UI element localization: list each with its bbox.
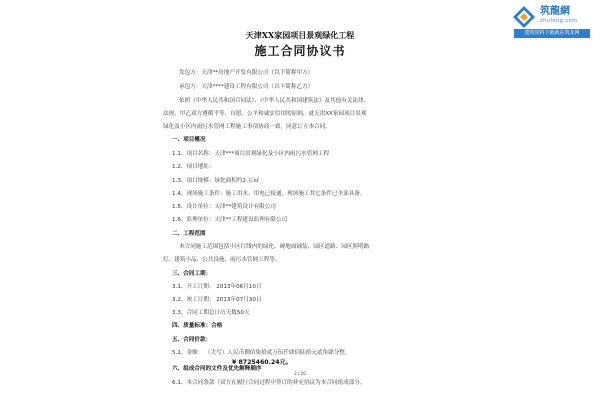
- section-heading-scope: 二、工程范围: [172, 231, 206, 237]
- logo-domain: zhulong.com: [540, 18, 578, 24]
- line-site-conditions: 1.4、现场施工条件：施工用水、用电已接通，现场施工其它条件已全部具备。: [172, 191, 366, 197]
- line-scope-1: 本合同施工范围包括小区红线内的绿化、硬地面铺装、园区道路、园区照明路: [179, 244, 370, 250]
- line-amount-figure: ¥ 8725460.24元。: [232, 359, 292, 366]
- line-preamble-3: 绿化及小区内雨污水管网工程施工事项协商一致，同意订立本合同。: [163, 124, 331, 130]
- section-heading-documents: 六、组成合同的文件及优先解释顺序: [172, 366, 262, 372]
- line-supervision-unit: 1.6、监理单位：天津**工程建设监理有限公司: [172, 217, 288, 223]
- section-heading-schedule: 三、合同工期：: [172, 271, 212, 277]
- page-number: 2 / 20: [294, 371, 306, 376]
- line-completion-date: 3.2、竣工日期： 2013年07月30日: [172, 297, 262, 303]
- line-project-address: 1.2、项目地址：: [172, 164, 215, 170]
- line-project-name: 1.1、项目名称：天津***项目景观绿化及小区内雨污水管网工程: [172, 151, 330, 157]
- logo-tagline: 建筑资料下载就在筑龙网: [514, 29, 590, 38]
- line-preamble-1: 依照《中华人民共和国合同法》、《中华人民共和国建筑法》及其他有关法律、: [179, 98, 370, 104]
- line-scope-2: 灯、建筑小品、公共设施、雨污水管网工程等。: [163, 257, 281, 263]
- line-project-scale: 1.3、项目规模：绿化面积约2.万㎡: [172, 178, 259, 184]
- logo-name: 筑龍網: [540, 6, 570, 17]
- line-doc-order-1: 6.1、本合同条款（双方在履行合同过程中签订的补充协议为本合同组成部分。: [172, 380, 366, 386]
- document-main-title: 施工合同协议书: [254, 44, 346, 58]
- line-amount-words: 5.1、金额： （大写）人民币捌佰柒拾贰万伍仟肆佰陆拾元贰角肆分整。: [172, 350, 351, 356]
- section-heading-quality: 四、质量标准：合格: [172, 323, 223, 329]
- section-heading-price: 五、合同价款：: [172, 337, 212, 343]
- line-design-unit: 1.5、设计单位：天津**建筑设计有限公司: [172, 204, 276, 210]
- section-heading-overview: 一、项目概况: [172, 137, 206, 143]
- line-preamble-2: 法规，甲乙双方遵循平等、自愿、公平和诚实信用的原则，就天津XX家园项目景观: [163, 111, 367, 117]
- line-total-days: 3.3、合同工期总日历天数50天: [172, 310, 250, 316]
- line-employer: 发包方：天津**房地产开发有限公司（以下简称甲方）: [179, 70, 314, 76]
- document-project-title: 天津XX家园项目景观绿化工程: [245, 30, 355, 40]
- logo-mark-icon: [512, 5, 536, 29]
- line-contractor: 承包方：天津****建设工程有限公司（以下简称乙方）: [179, 84, 314, 90]
- line-start-date: 3.1、开工日期： 2013年06月10日: [172, 284, 262, 290]
